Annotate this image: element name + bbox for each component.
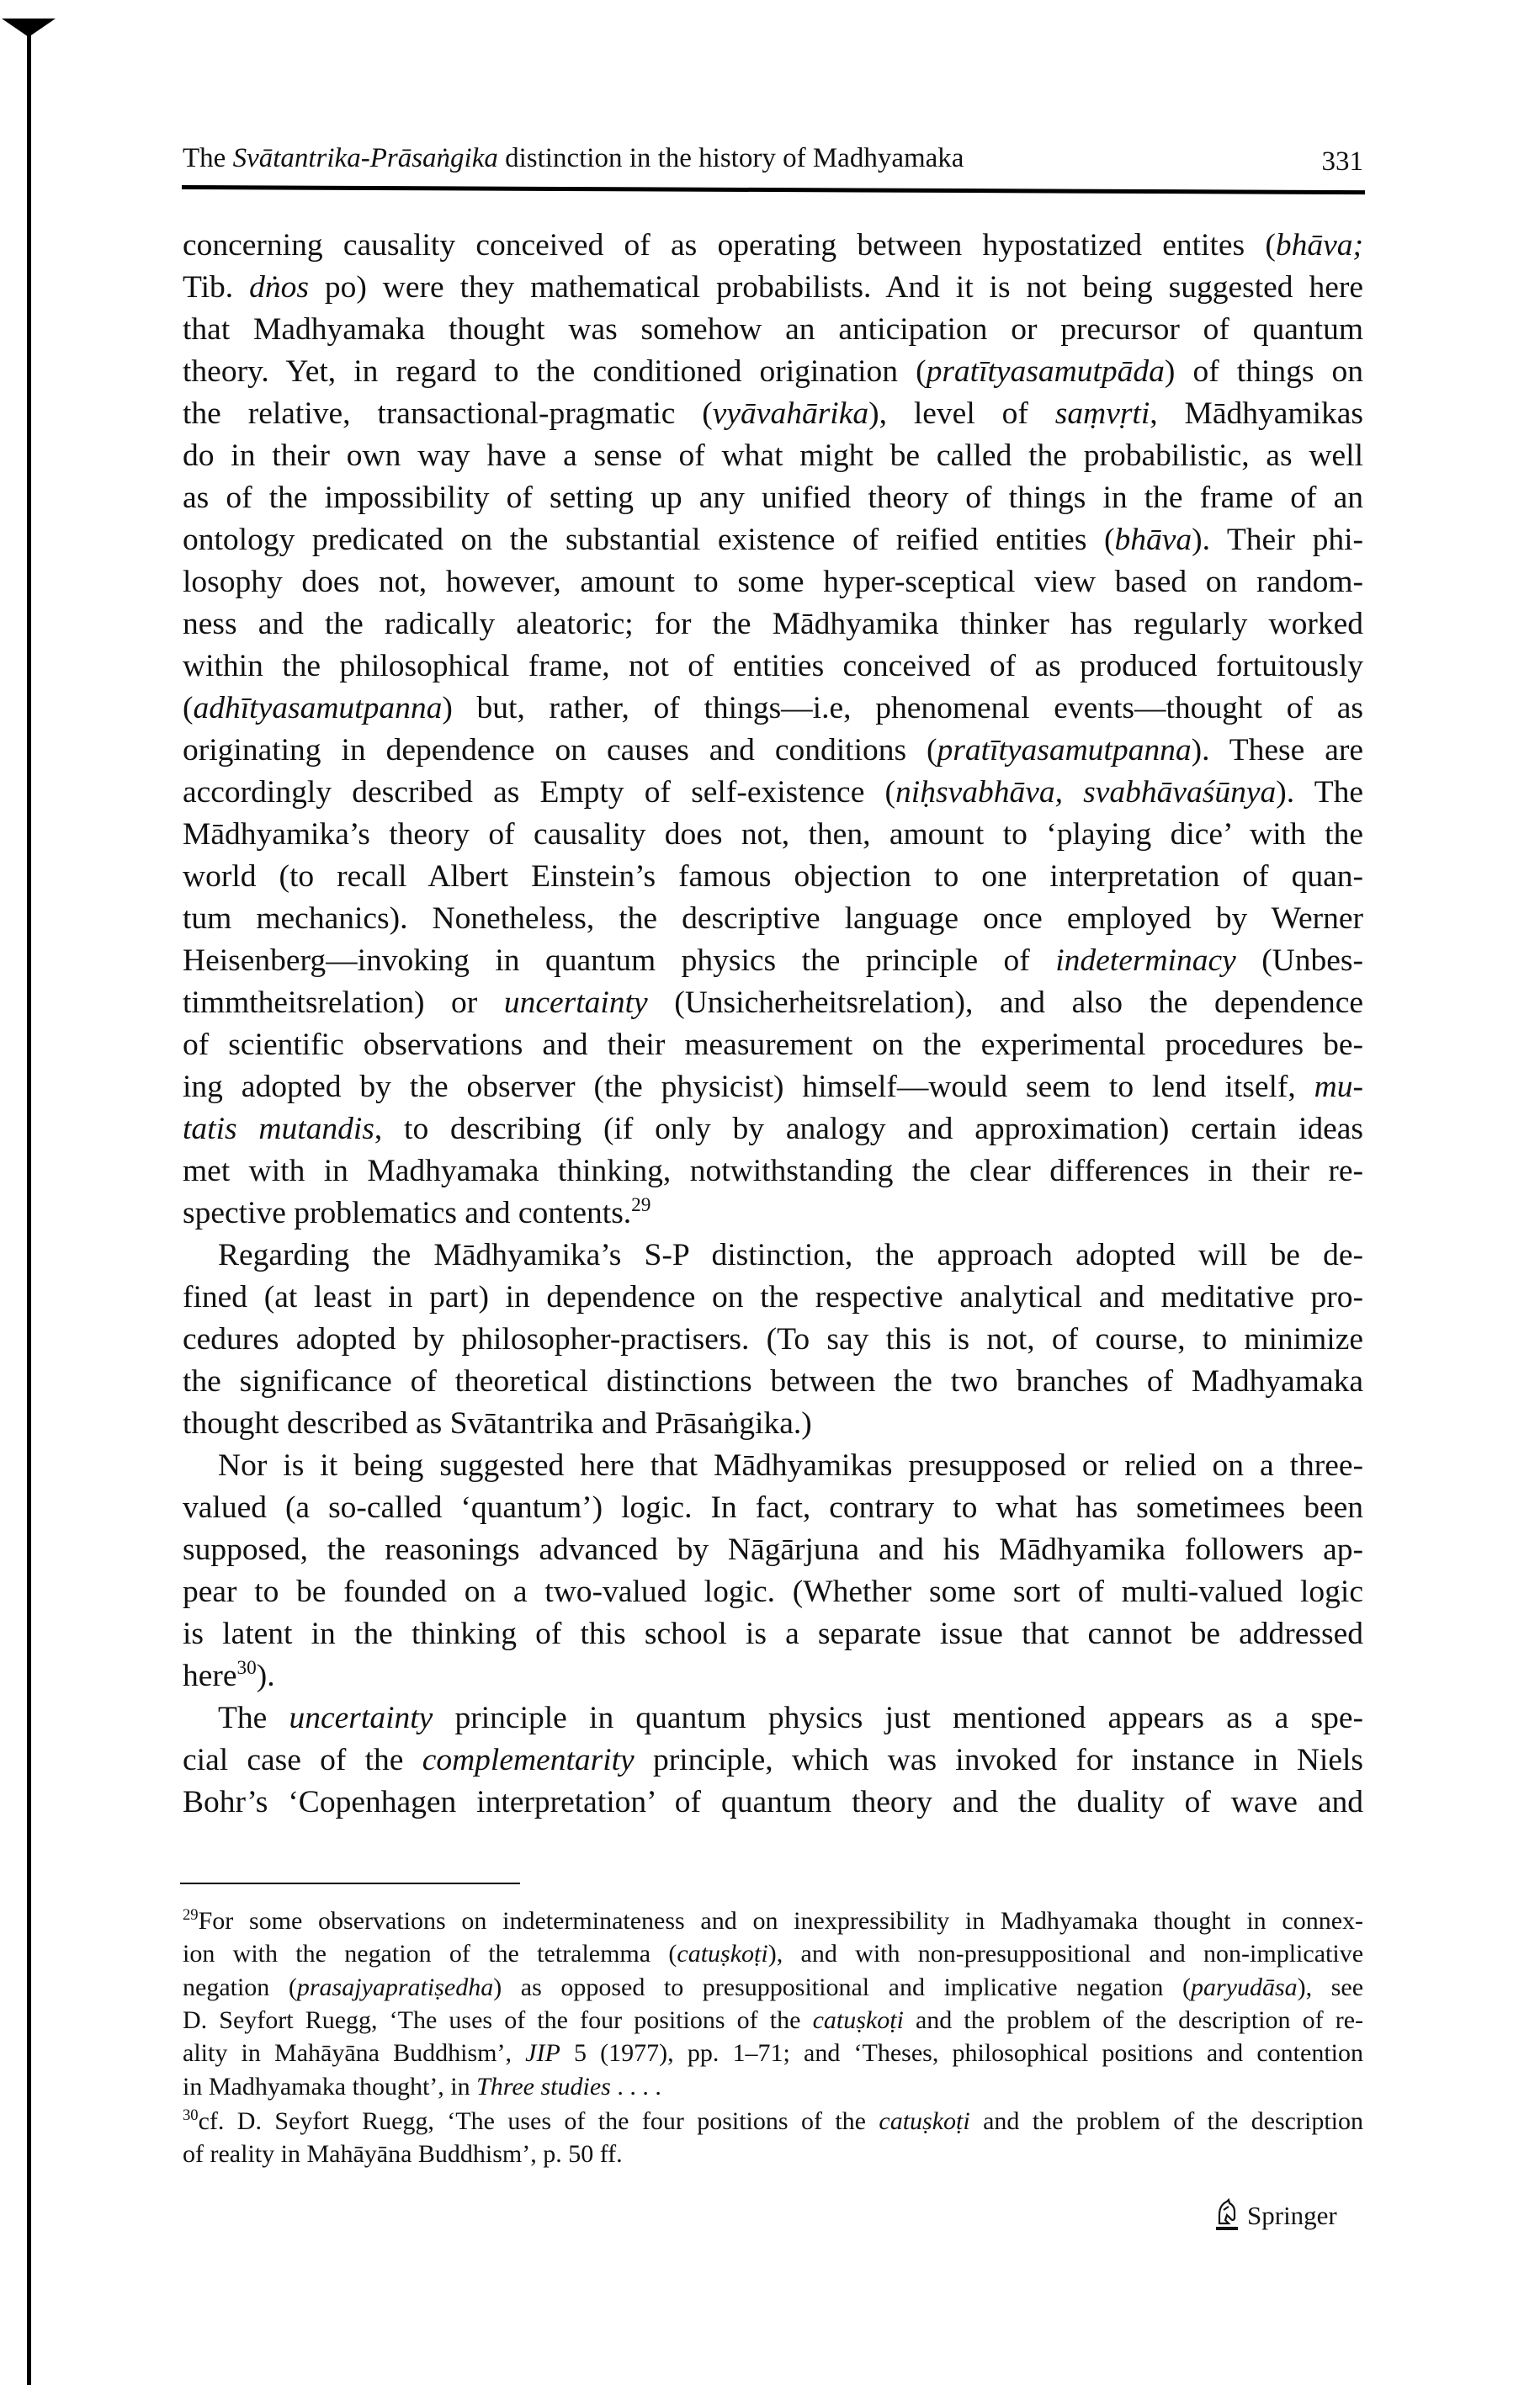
body-line [183,1487,1363,1529]
text-run: distinction in the history of Madhyamaka [497,143,964,173]
italic-text: catuṣkoṭi [812,2006,904,2034]
body-line [183,1361,1363,1403]
running-head [183,141,964,175]
text-run: fined (at least in part) in dependence on the respective analytical and meditative pro- [183,1280,1363,1315]
italic-text: saṃvṛti [1054,396,1150,431]
body-line [183,688,1363,730]
text-run: cial case of the [183,1743,422,1777]
body-line [183,940,1363,982]
text-run: Regarding the Mādhyamika’s S-P distinction, the approach adopted will be de- [218,1238,1363,1272]
italic-text: mu- [1314,1070,1363,1104]
springer-knight-icon [1212,2198,1240,2234]
text-run: ) but, rather, of things—i.e, phenomenal events—thought of as [442,691,1363,725]
body-line [183,982,1363,1024]
publisher-name: Springer [1247,2201,1337,2230]
scan-edge-line [27,25,31,2385]
header-rule [182,185,1365,194]
text-run: ness and the radically aleatoric; for the Mādhyamika thinker has regularly worked [183,607,1363,641]
body-line [183,1108,1363,1150]
text-run: Heisenberg—invoking in quantum physics the principle of [183,943,1056,978]
text-run: ), and with non-presuppositional and non-implicative [767,1940,1364,1968]
body-line [183,1697,1363,1740]
italic-text: paryudāsa [1190,1973,1298,2001]
text-run: Mādhyamika’s theory of causality does not, then, amount to ‘playing dice’ with the [183,817,1363,852]
text-run: Bohr’s ‘Copenhagen interpretation’ of quantum theory and the duality of wave and [183,1785,1363,1819]
body-line [183,1235,1363,1277]
footnote-29-line [183,1904,1363,1937]
text-run: (Unbes- [1235,943,1363,978]
text-run: losophy does not, however, amount to some hyper-sceptical view based on random- [183,565,1363,599]
italic-text: tatis mutandis [183,1112,374,1146]
body-line [183,1613,1363,1655]
text-run: 5 (1977), pp. 1–71; and ‘Theses, philosophical positions and contention [560,2039,1363,2067]
text-run: ). [256,1659,275,1693]
text-run: cf. D. Seyfort Ruegg, ‘The uses of the four positions of the [198,2107,879,2135]
footnote-marker: 29 [631,1194,651,1217]
footnote-29-line [183,2037,1363,2069]
italic-text: uncertainty [503,985,648,1020]
text-run: world (to recall Albert Einstein’s famous objection to one interpretation of quan- [183,859,1363,894]
body-line [183,856,1363,898]
text-run: The [183,143,233,173]
body-line [183,1150,1363,1192]
text-run: accordingly described as Empty of self-existence ( [183,775,896,810]
text-run: that Madhyamaka thought was somehow an anticipation or precursor of quantum [183,312,1363,347]
text-run: of scientific observations and their measurement on the experimental procedures be- [183,1028,1363,1062]
body-line [183,1782,1363,1824]
body-line [183,730,1363,772]
body-line [183,1192,1363,1235]
italic-text: vyāvahārika [712,396,869,431]
italic-text: bhāva; [1275,228,1363,263]
body-line [183,1529,1363,1571]
page-number: 331 [1321,146,1363,177]
text-run: tum mechanics). Nonetheless, the descriptive language once employed by Werner [183,901,1363,936]
text-run: principle in quantum physics just mentioned appears as a spe- [433,1701,1363,1735]
body-line [183,1403,1363,1445]
text-run: supposed, the reasonings advanced by Nāgārjuna and his Mādhyamika followers ap- [183,1532,1363,1567]
text-run: spective problematics and contents. [183,1196,632,1230]
text-run: within the philosophical frame, not of entities conceived of as produced fortuitously [183,649,1363,683]
text-run: as of the impossibility of setting up any unified theory of things in the frame of an [183,481,1363,515]
footnote-marker: 29 [183,1905,199,1924]
body-line [183,1277,1363,1319]
body-line [183,225,1363,267]
text-run: timmtheitsrelation) or [183,985,504,1020]
text-run: ) as opposed to presuppositional and implicative negation ( [493,1973,1191,2001]
text-run: here [183,1659,237,1693]
body-line [183,309,1363,351]
text-run: of reality in Mahāyāna Buddhism’, p. 50 ff. [183,2140,623,2168]
body-line [183,1319,1363,1361]
text-run: D. Seyfort Ruegg, ‘The uses of the four positions of the [183,2006,813,2034]
text-run: pear to be founded on a two-valued logic. (Whether some sort of multi-valued logic [183,1575,1363,1609]
footnote-29-line [183,1937,1363,1970]
italic-text: Three studies [476,2073,611,2101]
text-run: ), level of [868,396,1055,431]
body-line [183,603,1363,645]
italic-text: catuṣkoṭi [879,2107,970,2135]
text-run: principle, which was invoked for instance in Niels [634,1743,1363,1777]
text-run: is latent in the thinking of this school is a separate issue that cannot be addressed [183,1617,1363,1651]
text-run: ing adopted by the observer (the physicist) himself—would seem to lend itself, [183,1070,1314,1104]
text-run: concerning causality conceived of as operating between hypostatized entites ( [183,228,1276,263]
footnote-marker: 30 [236,1657,257,1680]
body-line [183,477,1363,519]
text-run: the relative, transactional-pragmatic ( [183,396,713,431]
body-line [183,814,1363,856]
text-run: po) were they mathematical probabilists. And it is not being suggested here [308,270,1363,305]
body-line [183,1571,1363,1613]
text-run: and the problem of the description of re- [903,2006,1364,2034]
text-run: ). The [1276,775,1363,810]
text-run: met with in Madhyamaka thinking, notwithstanding the clear differences in their re- [183,1154,1363,1188]
text-run: . . . . [610,2073,661,2101]
text-run: ). Their phi- [1192,523,1363,557]
text-run: Nor is it being suggested here that Mādhyamikas presupposed or relied on a three- [218,1448,1363,1483]
body-line [183,1445,1363,1487]
text-run: For some observations on indeterminateness and on inexpressibility in Madhyamaka thought in connex- [198,1907,1363,1935]
footnote-30-line [183,2138,1363,2170]
text-run: The [218,1701,289,1735]
text-run: thought described as Svātantrika and Prāsaṅgika.) [183,1406,812,1441]
body-line [183,898,1363,940]
italic-text: pratītyasamutpanna [937,733,1192,768]
italic-text: JIP [525,2039,560,2067]
body-line [183,645,1363,688]
text-run: originating in dependence on causes and conditions ( [183,733,937,768]
text-run: , Mādhyamikas [1150,396,1363,431]
italic-text: catuṣkoṭi [677,1940,768,1968]
italic-text: prasajyapratiṣedha [296,1973,494,2001]
italic-text: pratītyasamutpāda [926,354,1165,389]
italic-text: dṅos [249,270,309,305]
text-run: Tib. [183,270,250,305]
body-line [183,1740,1363,1782]
text-run: in Madhyamaka thought’, in [183,2073,477,2101]
italic-text: indeterminacy [1055,943,1236,978]
text-run: (Unsicherheitsrelation), and also the dependence [647,985,1363,1020]
body-line [183,519,1363,561]
italic-text: niḥsvabhāva, svabhāvaśūnya [895,775,1277,810]
body-line [183,393,1363,435]
body-line [183,267,1363,309]
text-run: theory. Yet, in regard to the conditioned origination ( [183,354,927,389]
text-run: ) of things on [1164,354,1363,389]
footnote-rule [180,1883,520,1884]
text-run: ). These are [1191,733,1363,768]
footnote-marker: 30 [183,2106,199,2124]
body-line [183,1024,1363,1066]
text-run: cedures adopted by philosopher-practisers. (To say this is not, of course, to minimize [183,1322,1363,1357]
footnote-29-line [183,2004,1363,2037]
text-run: ality in Mahāyāna Buddhism’, [183,2039,526,2067]
text-run: ( [183,691,194,725]
italic-text: adhītyasamutpanna [193,691,443,725]
footnote-29-line [183,2070,1363,2103]
italic-text: uncertainty [289,1701,433,1735]
body-line [183,351,1363,393]
italic-text: Svātantrika-Prāsaṅgika [232,143,498,173]
text-run: do in their own way have a sense of what might be called the probabilistic, as well [183,438,1363,473]
body-line [183,1655,1363,1697]
text-run: valued (a so-called ‘quantum’) logic. In fact, contrary to what has sometimees been [183,1490,1363,1525]
body-line [183,561,1363,603]
text-run: ion with the negation of the tetralemma ( [183,1940,677,1968]
body-line [183,435,1363,477]
text-run: ontology predicated on the substantial existence of reified entities ( [183,523,1115,557]
publisher-footer [1212,2198,1337,2234]
body-line [183,1066,1363,1108]
text-run: ), see [1297,1973,1364,2001]
text-run: negation ( [183,1973,297,2001]
italic-text: bhāva [1114,523,1192,557]
italic-text: complementarity [422,1743,635,1777]
text-run: and the problem of the description [969,2107,1363,2135]
body-line [183,772,1363,814]
text-run: , to describing (if only by analogy and approximation) certain ideas [374,1112,1363,1146]
text-run: the significance of theoretical distinctions between the two branches of Madhyamaka [183,1364,1363,1399]
footnote-29-line [183,1971,1363,2004]
footnote-30-line [183,2105,1363,2138]
